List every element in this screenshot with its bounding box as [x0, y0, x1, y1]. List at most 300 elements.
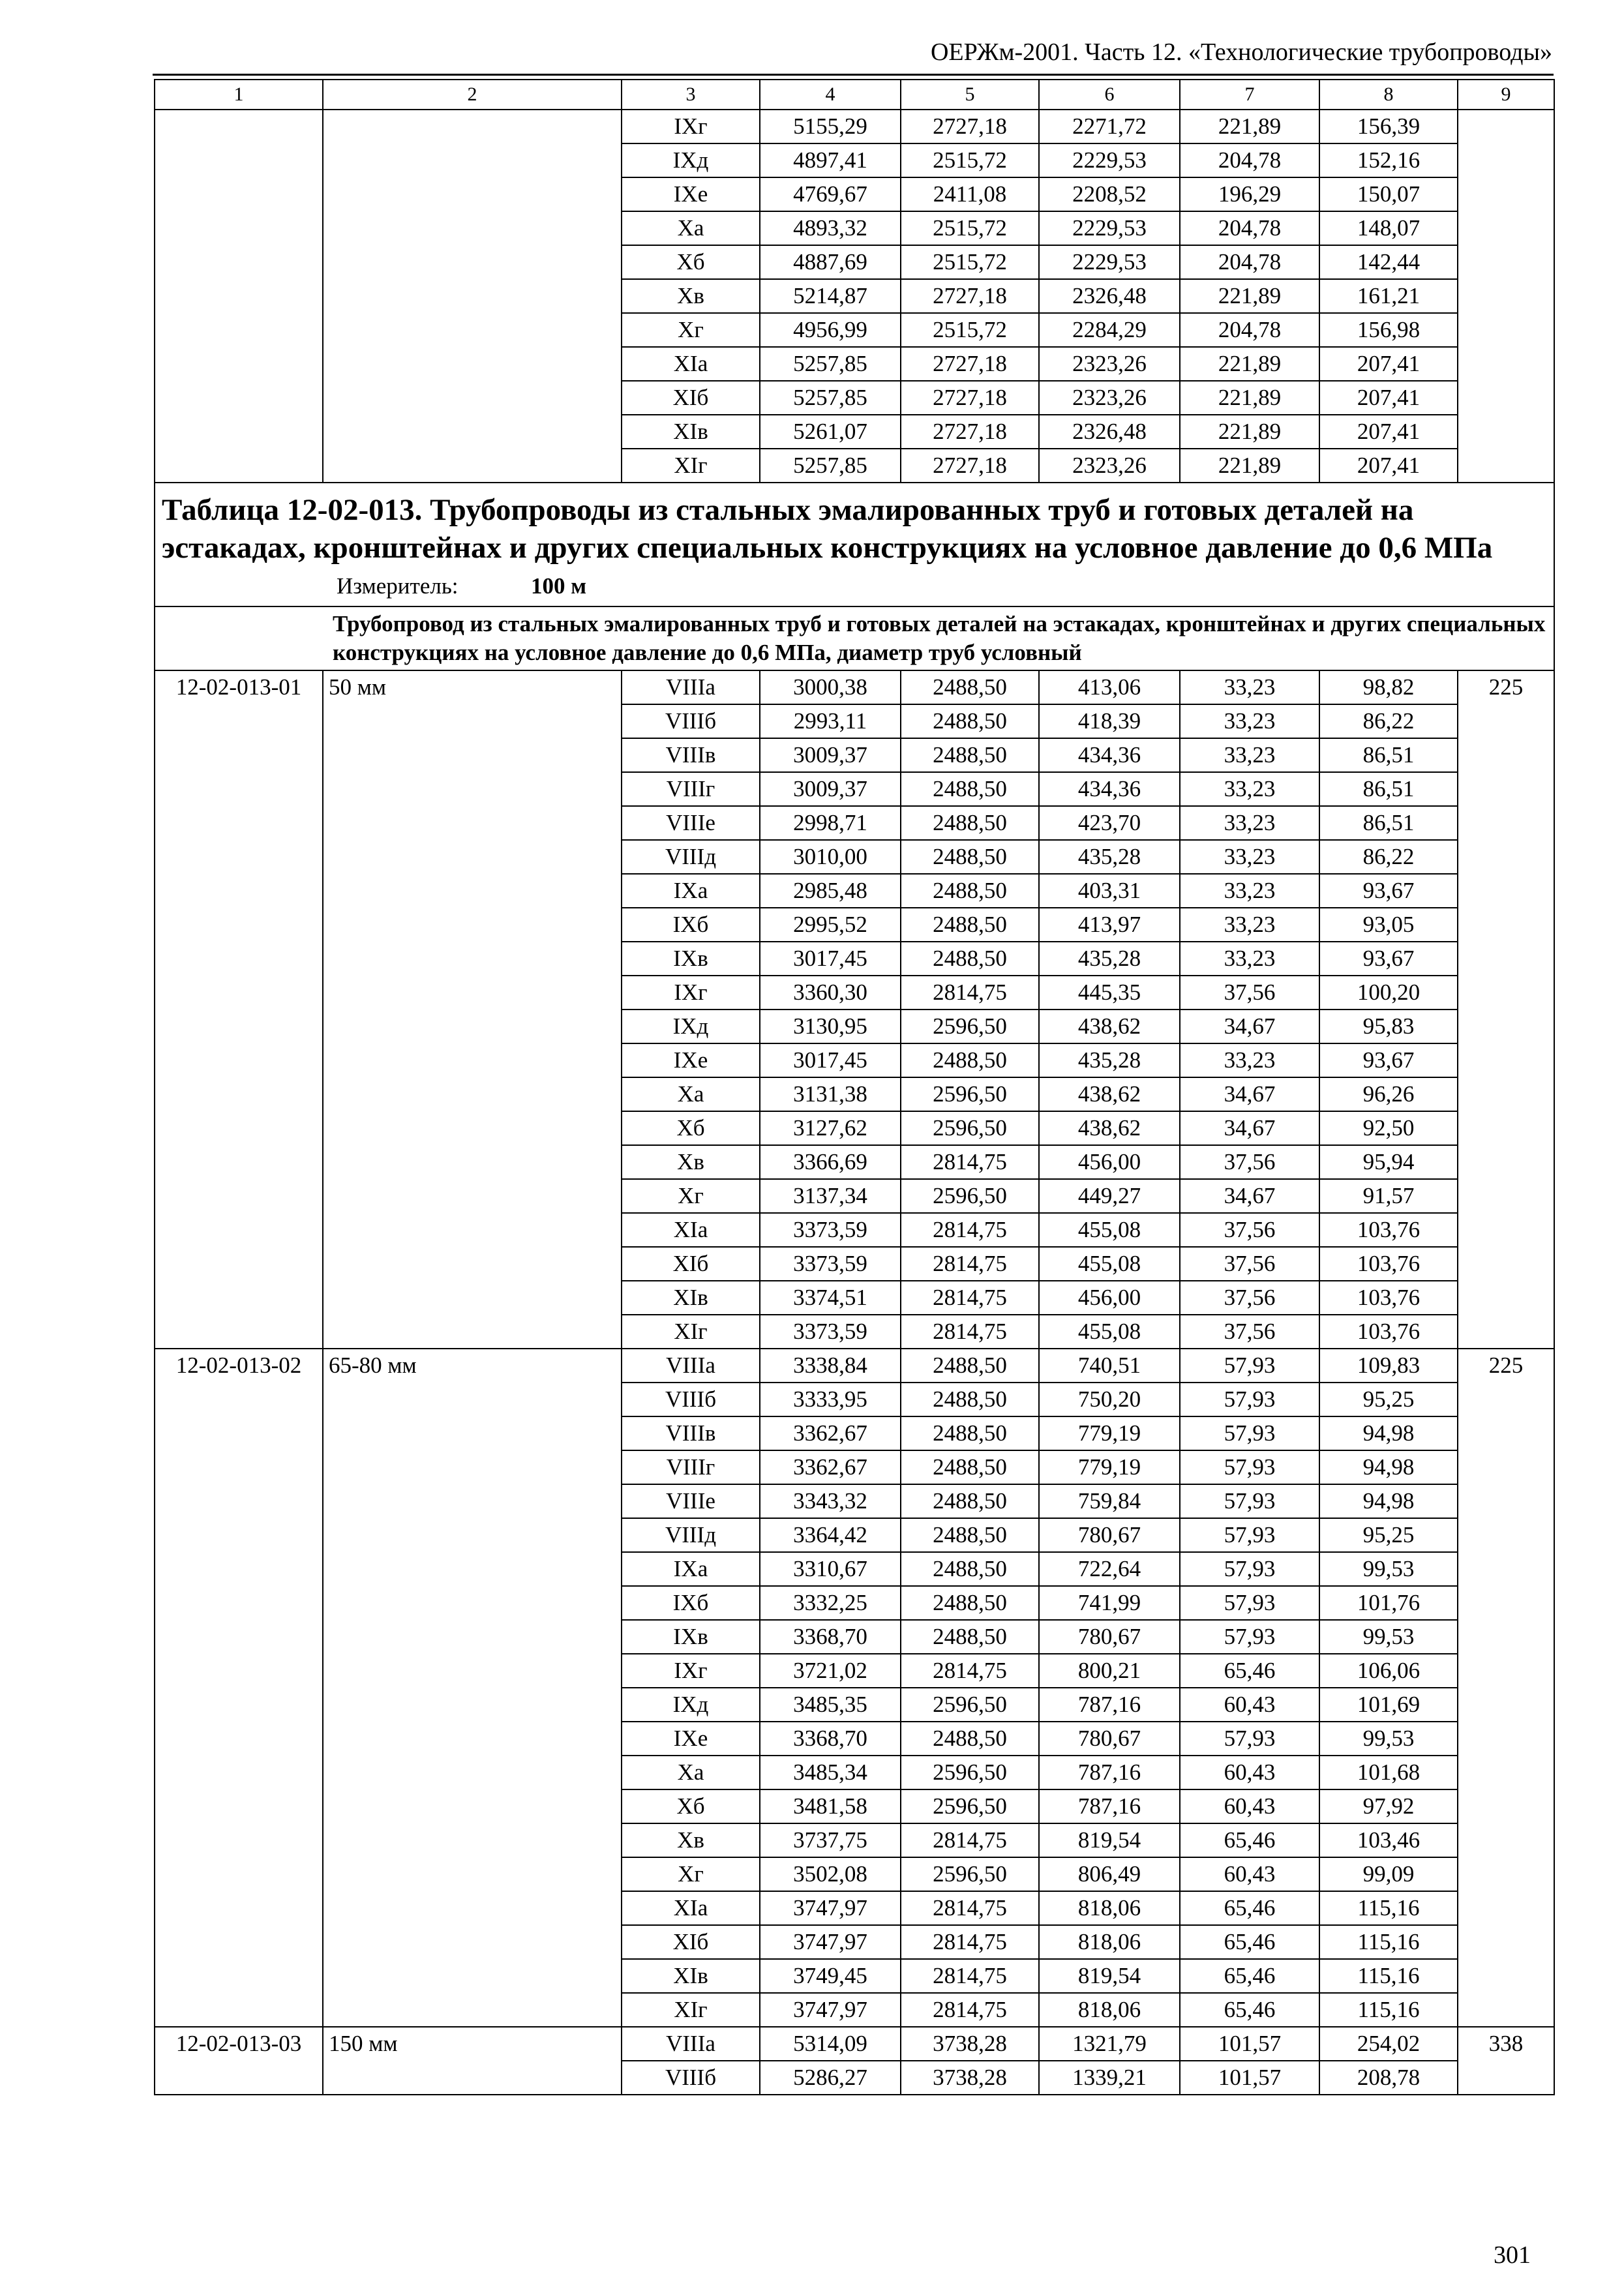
- cell-wages: 2814,75: [901, 976, 1039, 1010]
- column-number: 9: [1458, 80, 1554, 110]
- cell-wages: 2727,18: [901, 279, 1039, 313]
- cell-machinist-wages: 221,89: [1180, 279, 1319, 313]
- cell-wages: 2488,50: [901, 1043, 1039, 1077]
- page-number: 301: [1494, 2241, 1531, 2269]
- cell-wages: 2488,50: [901, 942, 1039, 976]
- cell-machine-cost: 750,20: [1039, 1383, 1180, 1416]
- cell-total-cost: 3481,58: [760, 1789, 901, 1823]
- cell-rank: VIIIб: [622, 2061, 760, 2095]
- header-rule: [153, 74, 1554, 76]
- cell-total-cost: 3373,59: [760, 1315, 901, 1349]
- cell-machine-cost: 438,62: [1039, 1077, 1180, 1111]
- cell-machine-cost: 2271,72: [1039, 110, 1180, 143]
- cell-unit: 225: [1458, 1349, 1554, 2027]
- column-number: 4: [760, 80, 901, 110]
- cell-total-cost: 5214,87: [760, 279, 901, 313]
- cell-rank: Xг: [622, 313, 760, 347]
- cell-machine-cost: 456,00: [1039, 1145, 1180, 1179]
- cell-total-cost: 5286,27: [760, 2061, 901, 2095]
- cell-machinist-wages: 34,67: [1180, 1010, 1319, 1043]
- cell-machinist-wages: 204,78: [1180, 143, 1319, 177]
- cell-machinist-wages: 37,56: [1180, 1145, 1319, 1179]
- cell-rank: IXг: [622, 976, 760, 1010]
- cell-rank: IXд: [622, 1688, 760, 1722]
- cell-materials: 109,83: [1319, 1349, 1458, 1383]
- measure-line: [162, 571, 1547, 602]
- cell-total-cost: 3137,34: [760, 1179, 901, 1213]
- cell-materials: 86,51: [1319, 738, 1458, 772]
- cell-rank: Xб: [622, 1789, 760, 1823]
- cell-materials: 103,76: [1319, 1315, 1458, 1349]
- cell-materials: 142,44: [1319, 245, 1458, 279]
- cell-machinist-wages: 34,67: [1180, 1111, 1319, 1145]
- cell-machine-cost: 403,31: [1039, 874, 1180, 908]
- cell-total-cost: 3332,25: [760, 1586, 901, 1620]
- cell-machinist-wages: 33,23: [1180, 772, 1319, 806]
- cell-wages: 2488,50: [901, 1518, 1039, 1552]
- table-row: [155, 2027, 1554, 2061]
- cell-machinist-wages: 33,23: [1180, 840, 1319, 874]
- cell-materials: 103,76: [1319, 1281, 1458, 1315]
- cell-wages: 2488,50: [901, 1349, 1039, 1383]
- cell-materials: 207,41: [1319, 381, 1458, 415]
- cell-total-cost: 3362,67: [760, 1416, 901, 1450]
- cell-diameter: 50 мм: [323, 670, 622, 1349]
- cell-machinist-wages: 221,89: [1180, 347, 1319, 381]
- cell-wages: 2488,50: [901, 840, 1039, 874]
- cell-machine-cost: 759,84: [1039, 1484, 1180, 1518]
- cell-wages: 2596,50: [901, 1756, 1039, 1789]
- cell-materials: 86,51: [1319, 772, 1458, 806]
- cell-machinist-wages: 65,46: [1180, 1654, 1319, 1688]
- cell-materials: 207,41: [1319, 449, 1458, 483]
- table-row: [155, 1349, 1554, 1383]
- cell-machine-cost: 779,19: [1039, 1416, 1180, 1450]
- cell-rank: XIб: [622, 381, 760, 415]
- cell-wages: 2814,75: [901, 1247, 1039, 1281]
- cell-machine-cost: 435,28: [1039, 942, 1180, 976]
- cell-total-cost: 3333,95: [760, 1383, 901, 1416]
- cell-wages: 2814,75: [901, 1281, 1039, 1315]
- cell-total-cost: 3749,45: [760, 1959, 901, 1993]
- cell-rank: Xв: [622, 1145, 760, 1179]
- cell-materials: 93,67: [1319, 942, 1458, 976]
- cell-machinist-wages: 196,29: [1180, 177, 1319, 211]
- cell-machine-cost: 741,99: [1039, 1586, 1180, 1620]
- cell-materials: 94,98: [1319, 1484, 1458, 1518]
- cell-rank: VIIIд: [622, 840, 760, 874]
- cell-total-cost: 2993,11: [760, 704, 901, 738]
- cell-rank: Xв: [622, 279, 760, 313]
- cell-wages: 2488,50: [901, 1484, 1039, 1518]
- cell-machinist-wages: 221,89: [1180, 449, 1319, 483]
- cell-materials: 98,82: [1319, 670, 1458, 704]
- cell-materials: 115,16: [1319, 1925, 1458, 1959]
- cell-wages: 2596,50: [901, 1077, 1039, 1111]
- cell-materials: 152,16: [1319, 143, 1458, 177]
- cell-total-cost: 3368,70: [760, 1722, 901, 1756]
- cell-materials: 94,98: [1319, 1450, 1458, 1484]
- cell-machinist-wages: 65,46: [1180, 1925, 1319, 1959]
- cell-unit: 225: [1458, 670, 1554, 1349]
- cell-wages: 2727,18: [901, 449, 1039, 483]
- cell-wages: 2814,75: [901, 1823, 1039, 1857]
- cell-materials: 93,67: [1319, 1043, 1458, 1077]
- cell-code: [155, 110, 323, 483]
- cell-wages: 2515,72: [901, 313, 1039, 347]
- cell-total-cost: 5314,09: [760, 2027, 901, 2061]
- cell-wages: 2488,50: [901, 1620, 1039, 1654]
- cell-machinist-wages: 204,78: [1180, 313, 1319, 347]
- cell-machinist-wages: 60,43: [1180, 1688, 1319, 1722]
- column-number: 8: [1319, 80, 1458, 110]
- cell-machine-cost: 423,70: [1039, 806, 1180, 840]
- cell-machine-cost: 418,39: [1039, 704, 1180, 738]
- cell-rank: XIг: [622, 1993, 760, 2027]
- cell-total-cost: 3374,51: [760, 1281, 901, 1315]
- cell-wages: 2596,50: [901, 1857, 1039, 1891]
- description-row: [155, 606, 1554, 670]
- column-number: 7: [1180, 80, 1319, 110]
- cell-total-cost: 3737,75: [760, 1823, 901, 1857]
- cell-machine-cost: 438,62: [1039, 1010, 1180, 1043]
- cell-total-cost: 3721,02: [760, 1654, 901, 1688]
- cell-materials: 150,07: [1319, 177, 1458, 211]
- cell-materials: 161,21: [1319, 279, 1458, 313]
- cell-machinist-wages: 221,89: [1180, 415, 1319, 449]
- cell-machinist-wages: 57,93: [1180, 1383, 1319, 1416]
- cell-machine-cost: 2229,53: [1039, 143, 1180, 177]
- cell-total-cost: 3127,62: [760, 1111, 901, 1145]
- cell-wages: 2515,72: [901, 143, 1039, 177]
- cell-unit: 338: [1458, 2027, 1554, 2095]
- cell-machinist-wages: 33,23: [1180, 806, 1319, 840]
- cell-machine-cost: 434,36: [1039, 772, 1180, 806]
- cell-machine-cost: 456,00: [1039, 1281, 1180, 1315]
- cell-machinist-wages: 57,93: [1180, 1586, 1319, 1620]
- cell-code: 12-02-013-03: [155, 2027, 323, 2095]
- cell-machine-cost: 787,16: [1039, 1789, 1180, 1823]
- running-header: ОЕРЖм-2001. Часть 12. «Технологические трубопроводы»: [930, 38, 1552, 66]
- cell-total-cost: 3310,67: [760, 1552, 901, 1586]
- cell-materials: 86,22: [1319, 704, 1458, 738]
- cell-wages: 2488,50: [901, 1450, 1039, 1484]
- cell-total-cost: 5261,07: [760, 415, 901, 449]
- cell-rank: XIв: [622, 415, 760, 449]
- cell-machinist-wages: 57,93: [1180, 1484, 1319, 1518]
- cell-machinist-wages: 37,56: [1180, 976, 1319, 1010]
- cell-rank: IXе: [622, 1043, 760, 1077]
- cell-machine-cost: 413,06: [1039, 670, 1180, 704]
- cell-total-cost: 3485,34: [760, 1756, 901, 1789]
- cell-wages: 2488,50: [901, 772, 1039, 806]
- cell-machine-cost: 819,54: [1039, 1823, 1180, 1857]
- cell-total-cost: 4956,99: [760, 313, 901, 347]
- cell-machinist-wages: 33,23: [1180, 942, 1319, 976]
- cell-machine-cost: 2323,26: [1039, 381, 1180, 415]
- cell-materials: 99,53: [1319, 1722, 1458, 1756]
- cell-wages: 2488,50: [901, 1416, 1039, 1450]
- cell-diameter: 150 мм: [323, 2027, 622, 2095]
- cell-total-cost: 4887,69: [760, 245, 901, 279]
- measure-label: Измеритель:: [337, 573, 459, 599]
- cell-rank: XIв: [622, 1281, 760, 1315]
- table-title-row: [155, 483, 1554, 606]
- cell-machinist-wages: 57,93: [1180, 1450, 1319, 1484]
- cell-wages: 2488,50: [901, 1383, 1039, 1416]
- cell-rank: XIа: [622, 1891, 760, 1925]
- cell-rank: VIIIа: [622, 1349, 760, 1383]
- cell-total-cost: 3343,32: [760, 1484, 901, 1518]
- cell-machine-cost: 413,97: [1039, 908, 1180, 942]
- cell-total-cost: 3747,97: [760, 1891, 901, 1925]
- cell-wages: 2727,18: [901, 415, 1039, 449]
- cell-wages: 2488,50: [901, 874, 1039, 908]
- cell-machine-cost: 740,51: [1039, 1349, 1180, 1383]
- cell-machine-cost: 722,64: [1039, 1552, 1180, 1586]
- cell-rank: VIIIд: [622, 1518, 760, 1552]
- cell-wages: 2727,18: [901, 381, 1039, 415]
- cell-materials: 101,76: [1319, 1586, 1458, 1620]
- cell-machinist-wages: 33,23: [1180, 670, 1319, 704]
- cell-rank: VIIIб: [622, 704, 760, 738]
- cell-wages: 2596,50: [901, 1789, 1039, 1823]
- cell-materials: 99,53: [1319, 1552, 1458, 1586]
- cell-materials: 103,46: [1319, 1823, 1458, 1857]
- cell-code: 12-02-013-02: [155, 1349, 323, 2027]
- cell-total-cost: 2995,52: [760, 908, 901, 942]
- cell-machinist-wages: 34,67: [1180, 1077, 1319, 1111]
- cell-wages: 2814,75: [901, 1925, 1039, 1959]
- cell-wages: 2515,72: [901, 245, 1039, 279]
- cell-total-cost: 3362,67: [760, 1450, 901, 1484]
- cell-materials: 91,57: [1319, 1179, 1458, 1213]
- cell-machinist-wages: 33,23: [1180, 1043, 1319, 1077]
- cell-materials: 115,16: [1319, 1891, 1458, 1925]
- cell-materials: 100,20: [1319, 976, 1458, 1010]
- cell-machine-cost: 435,28: [1039, 840, 1180, 874]
- cell-machine-cost: 455,08: [1039, 1315, 1180, 1349]
- cell-total-cost: 3009,37: [760, 738, 901, 772]
- cell-machinist-wages: 204,78: [1180, 211, 1319, 245]
- cell-rank: Xг: [622, 1857, 760, 1891]
- cell-wages: 2814,75: [901, 1145, 1039, 1179]
- cell-materials: 99,53: [1319, 1620, 1458, 1654]
- description: Трубопровод из стальных эмалированных труб и готовых деталей на эстакадах, кронштейнах и других специальных конструкциях на условное давление до 0,6 МПа, диаметр труб условный: [155, 606, 1554, 670]
- rates-table-container: [154, 79, 1554, 2095]
- cell-rank: XIб: [622, 1925, 760, 1959]
- cell-wages: 2488,50: [901, 908, 1039, 942]
- cell-machinist-wages: 57,93: [1180, 1552, 1319, 1586]
- cell-machinist-wages: 65,46: [1180, 1823, 1319, 1857]
- cell-total-cost: 3373,59: [760, 1213, 901, 1247]
- cell-machine-cost: 819,54: [1039, 1959, 1180, 1993]
- cell-machinist-wages: 221,89: [1180, 110, 1319, 143]
- cell-materials: 94,98: [1319, 1416, 1458, 1450]
- cell-wages: 2814,75: [901, 1315, 1039, 1349]
- cell-materials: 96,26: [1319, 1077, 1458, 1111]
- cell-rank: VIIIв: [622, 738, 760, 772]
- cell-rank: IXа: [622, 1552, 760, 1586]
- cell-machinist-wages: 57,93: [1180, 1518, 1319, 1552]
- measure-value: 100 м: [531, 573, 587, 599]
- cell-wages: 2515,72: [901, 211, 1039, 245]
- cell-materials: 254,02: [1319, 2027, 1458, 2061]
- cell-rank: IXе: [622, 177, 760, 211]
- cell-total-cost: 3017,45: [760, 1043, 901, 1077]
- cell-rank: IXа: [622, 874, 760, 908]
- rates-table: [154, 79, 1555, 2095]
- cell-total-cost: 3000,38: [760, 670, 901, 704]
- cell-total-cost: 3485,35: [760, 1688, 901, 1722]
- cell-rank: XIв: [622, 1959, 760, 1993]
- cell-materials: 101,69: [1319, 1688, 1458, 1722]
- column-number: 6: [1039, 80, 1180, 110]
- cell-machinist-wages: 34,67: [1180, 1179, 1319, 1213]
- cell-machinist-wages: 65,46: [1180, 1891, 1319, 1925]
- cell-machine-cost: 818,06: [1039, 1891, 1180, 1925]
- cell-machinist-wages: 37,56: [1180, 1213, 1319, 1247]
- cell-total-cost: 3017,45: [760, 942, 901, 976]
- cell-materials: 207,41: [1319, 347, 1458, 381]
- cell-machine-cost: 2323,26: [1039, 347, 1180, 381]
- cell-rank: VIIIв: [622, 1416, 760, 1450]
- cell-wages: 2814,75: [901, 1959, 1039, 1993]
- cell-machinist-wages: 33,23: [1180, 908, 1319, 942]
- cell-wages: 2488,50: [901, 1552, 1039, 1586]
- cell-machine-cost: 2229,53: [1039, 211, 1180, 245]
- rates-table-body: [155, 80, 1554, 2095]
- cell-wages: 2814,75: [901, 1654, 1039, 1688]
- cell-machine-cost: 449,27: [1039, 1179, 1180, 1213]
- cell-code: 12-02-013-01: [155, 670, 323, 1349]
- cell-machinist-wages: 65,46: [1180, 1959, 1319, 1993]
- cell-rank: Xг: [622, 1179, 760, 1213]
- cell-materials: 115,16: [1319, 1993, 1458, 2027]
- cell-machine-cost: 438,62: [1039, 1111, 1180, 1145]
- cell-materials: 156,39: [1319, 110, 1458, 143]
- table-title: Таблица 12-02-013. Трубопроводы из стальных эмалированных труб и готовых деталей на эстакадах, кронштейнах и других специальных конструкциях на условное давление до 0,6 МПа: [162, 493, 1493, 565]
- cell-diameter: 65-80 мм: [323, 1349, 622, 2027]
- cell-rank: IXб: [622, 908, 760, 942]
- cell-machine-cost: 780,67: [1039, 1722, 1180, 1756]
- cell-total-cost: 3130,95: [760, 1010, 901, 1043]
- cell-materials: 156,98: [1319, 313, 1458, 347]
- cell-rank: IXд: [622, 1010, 760, 1043]
- column-number: 5: [901, 80, 1039, 110]
- cell-wages: 2596,50: [901, 1688, 1039, 1722]
- cell-machine-cost: 1339,21: [1039, 2061, 1180, 2095]
- cell-materials: 207,41: [1319, 415, 1458, 449]
- cell-machine-cost: 435,28: [1039, 1043, 1180, 1077]
- cell-total-cost: 4893,32: [760, 211, 901, 245]
- cell-materials: 86,51: [1319, 806, 1458, 840]
- cell-rank: Xб: [622, 1111, 760, 1145]
- cell-machine-cost: 818,06: [1039, 1993, 1180, 2027]
- cell-materials: 95,25: [1319, 1518, 1458, 1552]
- cell-rank: VIIIг: [622, 1450, 760, 1484]
- cell-wages: 2814,75: [901, 1891, 1039, 1925]
- cell-rank: IXв: [622, 1620, 760, 1654]
- cell-materials: 92,50: [1319, 1111, 1458, 1145]
- cell-rank: XIг: [622, 1315, 760, 1349]
- cell-materials: 95,83: [1319, 1010, 1458, 1043]
- cell-rank: VIIIе: [622, 806, 760, 840]
- cell-rank: IXг: [622, 110, 760, 143]
- table-row: [155, 110, 1554, 143]
- cell-rank: VIIIе: [622, 1484, 760, 1518]
- cell-total-cost: 3009,37: [760, 772, 901, 806]
- cell-total-cost: 2998,71: [760, 806, 901, 840]
- cell-machinist-wages: 37,56: [1180, 1247, 1319, 1281]
- cell-wages: 2814,75: [901, 1213, 1039, 1247]
- cell-machine-cost: 780,67: [1039, 1620, 1180, 1654]
- cell-rank: Xа: [622, 211, 760, 245]
- cell-rank: Xа: [622, 1077, 760, 1111]
- cell-diameter: [323, 110, 622, 483]
- table-row: [155, 670, 1554, 704]
- cell-total-cost: 3502,08: [760, 1857, 901, 1891]
- cell-materials: 148,07: [1319, 211, 1458, 245]
- cell-machine-cost: 780,67: [1039, 1518, 1180, 1552]
- cell-materials: 93,67: [1319, 874, 1458, 908]
- cell-wages: 2488,50: [901, 738, 1039, 772]
- cell-wages: 2488,50: [901, 704, 1039, 738]
- cell-total-cost: 3010,00: [760, 840, 901, 874]
- cell-materials: 103,76: [1319, 1247, 1458, 1281]
- cell-machine-cost: 2208,52: [1039, 177, 1180, 211]
- cell-total-cost: 3373,59: [760, 1247, 901, 1281]
- cell-machinist-wages: 204,78: [1180, 245, 1319, 279]
- cell-materials: 95,94: [1319, 1145, 1458, 1179]
- column-number: 3: [622, 80, 760, 110]
- cell-wages: 2488,50: [901, 806, 1039, 840]
- cell-machine-cost: 445,35: [1039, 976, 1180, 1010]
- cell-rank: VIIIг: [622, 772, 760, 806]
- cell-machine-cost: 2326,48: [1039, 415, 1180, 449]
- cell-machine-cost: 2323,26: [1039, 449, 1180, 483]
- cell-rank: Xб: [622, 245, 760, 279]
- cell-machinist-wages: 60,43: [1180, 1789, 1319, 1823]
- cell-unit: [1458, 110, 1554, 483]
- cell-materials: 101,68: [1319, 1756, 1458, 1789]
- cell-wages: 2596,50: [901, 1111, 1039, 1145]
- cell-rank: IXв: [622, 942, 760, 976]
- cell-machinist-wages: 33,23: [1180, 738, 1319, 772]
- cell-total-cost: 3747,97: [760, 1925, 901, 1959]
- cell-rank: VIIIа: [622, 670, 760, 704]
- cell-rank: IXд: [622, 143, 760, 177]
- cell-machine-cost: 806,49: [1039, 1857, 1180, 1891]
- cell-materials: 208,78: [1319, 2061, 1458, 2095]
- cell-total-cost: 5257,85: [760, 347, 901, 381]
- cell-rank: VIIIб: [622, 1383, 760, 1416]
- cell-machinist-wages: 57,93: [1180, 1416, 1319, 1450]
- cell-rank: VIIIа: [622, 2027, 760, 2061]
- cell-machine-cost: 2326,48: [1039, 279, 1180, 313]
- cell-rank: IXе: [622, 1722, 760, 1756]
- cell-total-cost: 3368,70: [760, 1620, 901, 1654]
- cell-rank: IXб: [622, 1586, 760, 1620]
- cell-total-cost: 3364,42: [760, 1518, 901, 1552]
- cell-materials: 86,22: [1319, 840, 1458, 874]
- cell-total-cost: 3131,38: [760, 1077, 901, 1111]
- cell-machinist-wages: 37,56: [1180, 1281, 1319, 1315]
- cell-total-cost: 3338,84: [760, 1349, 901, 1383]
- cell-total-cost: 5257,85: [760, 449, 901, 483]
- cell-machinist-wages: 65,46: [1180, 1993, 1319, 2027]
- column-number: 2: [323, 80, 622, 110]
